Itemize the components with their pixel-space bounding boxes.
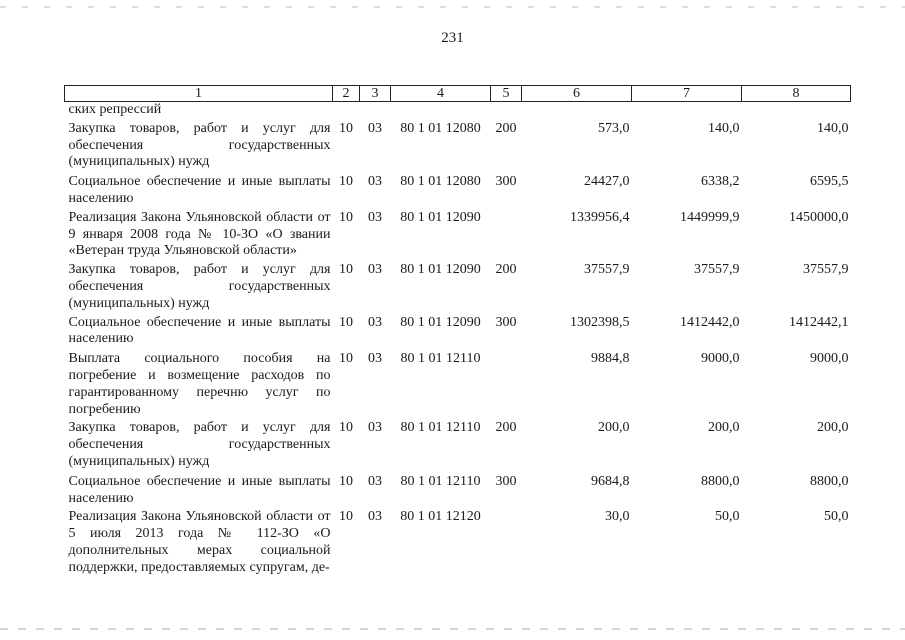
expense-type-code xyxy=(491,102,522,120)
table-row xyxy=(65,102,851,120)
target-article-code xyxy=(391,102,491,120)
row-name: Реализация Закона Ульяновской области от 5 июля 2013 года № 112-ЗО «О дополнительных мерах социальной поддержки, предоставляемых супругам, де- xyxy=(68,509,331,575)
amount-col-7: 1449999,9 xyxy=(680,209,740,225)
amount-col-8: 200,0 xyxy=(817,420,849,436)
amount-col-6: 1339956,4 xyxy=(570,209,630,225)
subsection-code: 03 xyxy=(368,174,382,190)
amount-col-8: 50,0 xyxy=(824,509,849,525)
target-article-code: 80 1 01 12110 xyxy=(400,351,481,367)
target-article-code: 80 1 01 12090 xyxy=(400,314,481,330)
expense-type-code: 300 xyxy=(495,174,517,190)
column-header-4: 4 xyxy=(391,86,491,102)
amount-col-8: 6595,5 xyxy=(810,174,849,190)
amount-col-6 xyxy=(522,102,632,120)
amount-col-6: 9884,8 xyxy=(591,351,630,367)
amount-col-8: 1450000,0 xyxy=(789,209,849,225)
amount-col-8 xyxy=(742,102,851,120)
column-header-8: 8 xyxy=(742,86,851,102)
expense-type-code: 300 xyxy=(495,314,517,330)
expense-type-code xyxy=(491,209,522,261)
section-code: 10 xyxy=(339,509,353,525)
column-header-7: 7 xyxy=(632,86,742,102)
expense-type-code: 200 xyxy=(495,120,517,136)
section-code: 10 xyxy=(339,473,353,489)
column-header-3: 3 xyxy=(360,86,391,102)
row-name: Закупка товаров, работ и услуг для обеспечения государственных (муниципальных) нужд xyxy=(68,262,331,311)
table-row xyxy=(65,314,851,351)
column-header-1: 1 xyxy=(65,86,333,102)
amount-col-7: 9000,0 xyxy=(701,351,740,367)
table-row xyxy=(65,350,851,419)
section-code: 10 xyxy=(339,262,353,278)
page-number: 231 xyxy=(441,30,464,46)
target-article-code: 80 1 01 12110 xyxy=(400,473,481,489)
header-row xyxy=(65,86,851,102)
amount-col-7 xyxy=(632,102,742,120)
table-row xyxy=(65,173,851,209)
section-code: 10 xyxy=(339,420,353,436)
table-header xyxy=(65,86,851,102)
amount-col-6: 24427,0 xyxy=(584,174,630,190)
amount-col-8: 140,0 xyxy=(817,120,849,136)
amount-col-7: 1412442,0 xyxy=(680,314,740,330)
row-name: Реализация Закона Ульяновской области от 9 января 2008 года № 10-ЗО «О звании «Ветеран труда Ульяновской области» xyxy=(68,209,331,259)
subsection-code: 03 xyxy=(368,473,382,489)
amount-col-6: 9684,8 xyxy=(591,473,630,489)
amount-col-7: 6338,2 xyxy=(701,174,740,190)
amount-col-6: 1302398,5 xyxy=(570,314,630,330)
budget-table xyxy=(64,85,851,578)
expense-type-code xyxy=(491,508,522,577)
expense-type-code: 300 xyxy=(495,473,517,489)
table-row xyxy=(65,473,851,509)
target-article-code: 80 1 01 12080 xyxy=(400,120,481,136)
subsection-code: 03 xyxy=(368,209,382,225)
row-name: Социальное обеспечение и иные выплаты населению xyxy=(68,473,331,506)
scan-edge-bottom xyxy=(0,628,905,630)
expense-type-code xyxy=(491,350,522,419)
row-name: Закупка товаров, работ и услуг для обеспечения государственных (муниципальных) нужд xyxy=(68,120,331,170)
budget-table-container xyxy=(64,85,850,578)
target-article-code: 80 1 01 12090 xyxy=(400,262,481,278)
amount-col-8: 8800,0 xyxy=(810,473,849,489)
column-header-6: 6 xyxy=(522,86,632,102)
table-row xyxy=(65,508,851,577)
table-row xyxy=(65,209,851,261)
expense-type-code: 200 xyxy=(495,420,517,436)
amount-col-6: 200,0 xyxy=(598,420,630,436)
subsection-code: 03 xyxy=(368,351,382,367)
section-code: 10 xyxy=(339,314,353,330)
section-code: 10 xyxy=(339,351,353,367)
amount-col-7: 200,0 xyxy=(708,420,740,436)
row-name: Социальное обеспечение и иные выплаты населению xyxy=(68,314,331,347)
row-name: Выплата социального пособия на погребение и возмещение расходов по гарантированному перечню услуг по погребению xyxy=(68,351,331,417)
row-name: Закупка товаров, работ и услуг для обеспечения государственных (муниципальных) нужд xyxy=(68,420,331,469)
subsection-code: 03 xyxy=(368,420,382,436)
row-name: Социальное обеспечение и иные выплаты населению xyxy=(68,174,331,206)
amount-col-7: 37557,9 xyxy=(694,262,740,278)
target-article-code: 80 1 01 12090 xyxy=(400,209,481,225)
target-article-code: 80 1 01 12120 xyxy=(400,509,481,525)
target-article-code: 80 1 01 12080 xyxy=(400,174,481,190)
amount-col-6: 37557,9 xyxy=(584,262,630,278)
amount-col-8: 9000,0 xyxy=(810,351,849,367)
scan-edge-top xyxy=(0,6,905,8)
column-header-2: 2 xyxy=(333,86,360,102)
amount-col-7: 50,0 xyxy=(715,509,740,525)
column-header-5: 5 xyxy=(491,86,522,102)
amount-col-7: 8800,0 xyxy=(701,473,740,489)
subsection-code: 03 xyxy=(368,314,382,330)
table-row xyxy=(65,120,851,173)
amount-col-8: 1412442,1 xyxy=(789,314,849,330)
amount-col-8: 37557,9 xyxy=(803,262,849,278)
section-code: 10 xyxy=(339,209,353,225)
section-code: 10 xyxy=(339,174,353,190)
subsection-code xyxy=(360,102,391,120)
table-body xyxy=(65,102,851,578)
amount-col-6: 30,0 xyxy=(605,509,630,525)
amount-col-7: 140,0 xyxy=(708,120,740,136)
section-code xyxy=(333,102,360,120)
row-name: ских репрессий xyxy=(68,102,162,117)
target-article-code: 80 1 01 12110 xyxy=(400,420,481,436)
table-row xyxy=(65,419,851,472)
subsection-code: 03 xyxy=(368,509,382,525)
amount-col-6: 573,0 xyxy=(598,120,630,136)
section-code: 10 xyxy=(339,120,353,136)
expense-type-code: 200 xyxy=(495,262,517,278)
subsection-code: 03 xyxy=(368,120,382,136)
subsection-code: 03 xyxy=(368,262,382,278)
table-row xyxy=(65,261,851,313)
